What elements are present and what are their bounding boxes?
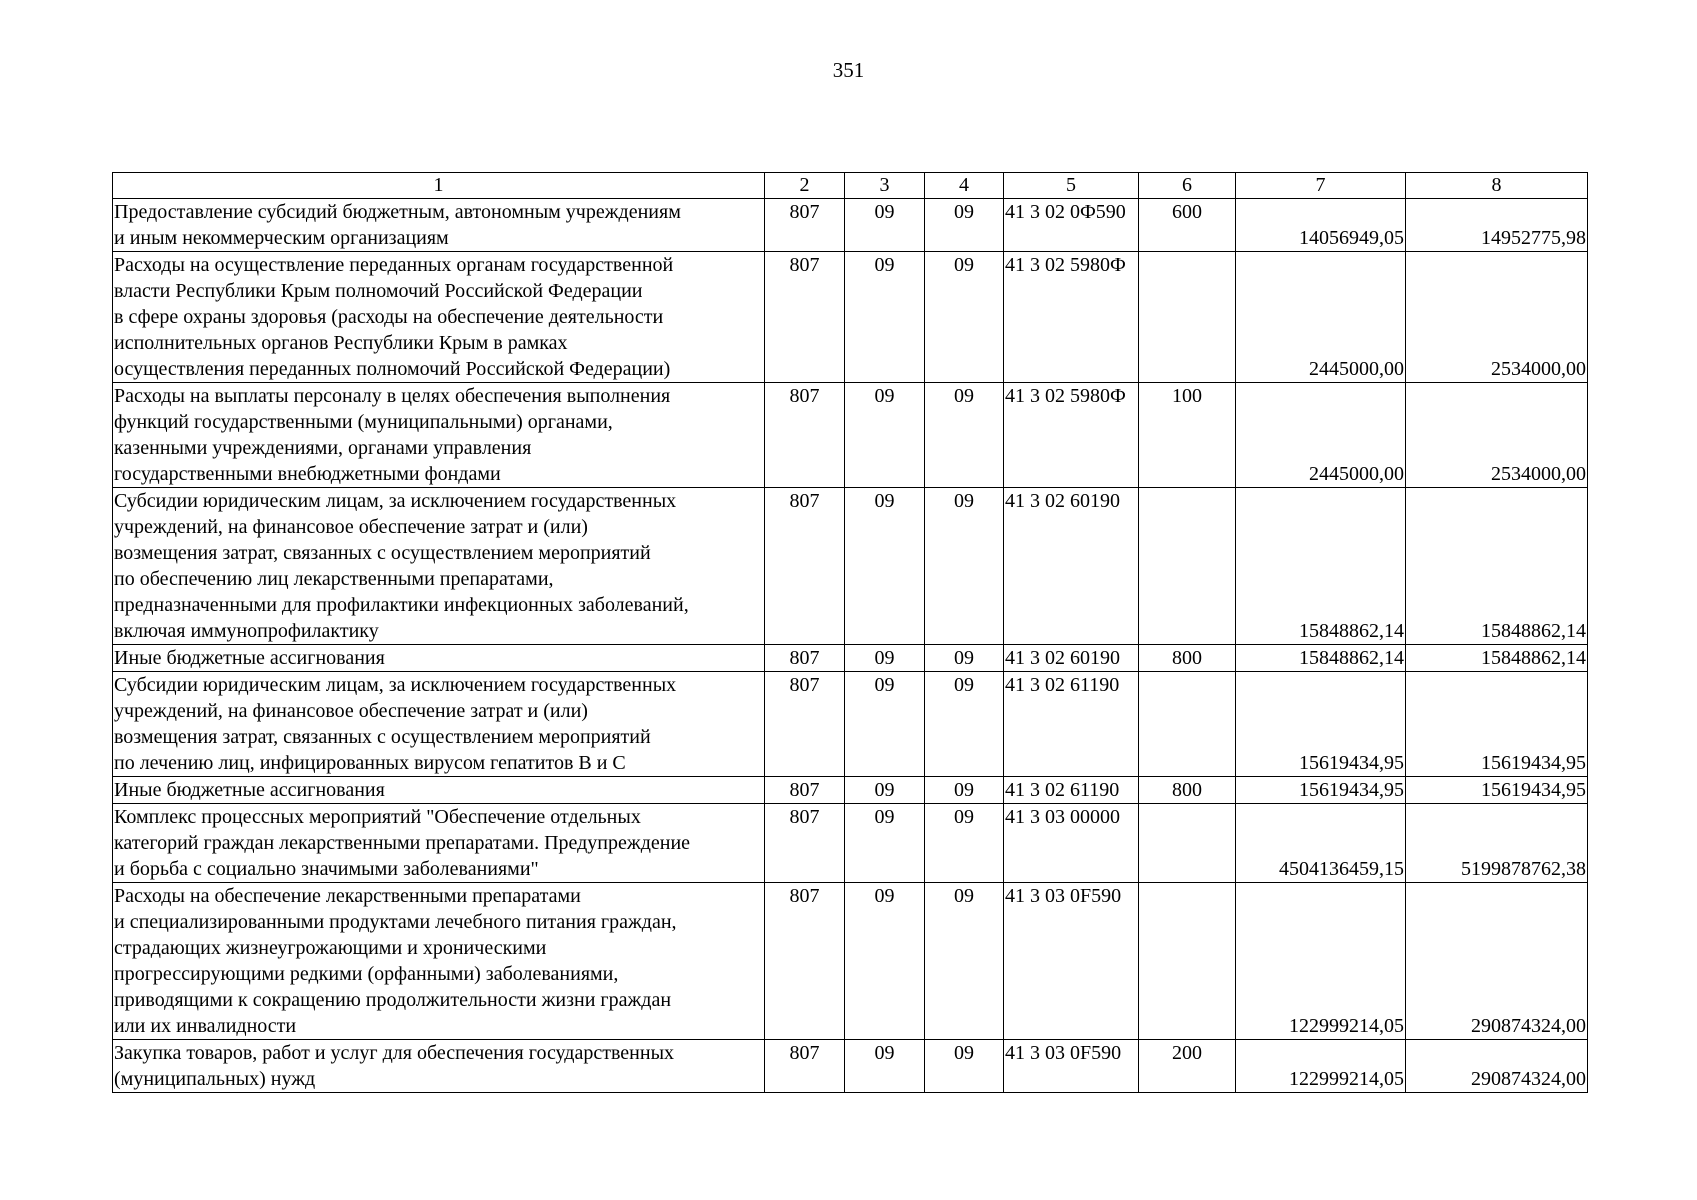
expense-name: Предоставление субсидий бюджетным, автономным учреждениям и иным некоммерческим организациям <box>113 199 765 252</box>
subsection-code: 09 <box>925 1040 1004 1093</box>
expense-type-code <box>1139 488 1236 645</box>
subsection-code: 09 <box>925 252 1004 383</box>
amount-col8: 15848862,14 <box>1406 645 1588 672</box>
expense-type-code <box>1139 883 1236 1040</box>
column-number: 6 <box>1139 173 1236 199</box>
target-article-code: 41 3 02 60190 <box>1004 645 1139 672</box>
page-number: 351 <box>832 58 865 82</box>
target-article-code: 41 3 02 61190 <box>1004 672 1139 777</box>
column-number: 7 <box>1236 173 1406 199</box>
column-number: 5 <box>1004 173 1139 199</box>
expense-type-code <box>1139 672 1236 777</box>
amount-col7: 2445000,00 <box>1236 252 1406 383</box>
grbs-code: 807 <box>765 488 845 645</box>
expense-name: Иные бюджетные ассигнования <box>113 777 765 804</box>
section-code: 09 <box>845 383 925 488</box>
section-code: 09 <box>845 645 925 672</box>
subsection-code: 09 <box>925 672 1004 777</box>
section-code: 09 <box>845 883 925 1040</box>
expense-type-code: 600 <box>1139 199 1236 252</box>
amount-col8: 15619434,95 <box>1406 672 1588 777</box>
amount-col8: 2534000,00 <box>1406 383 1588 488</box>
column-number: 2 <box>765 173 845 199</box>
expense-name: Комплекс процессных мероприятий "Обеспечение отдельных категорий граждан лекарственными препаратами. Предупреждение и борьба с социально значимыми заболеваниями" <box>113 804 765 883</box>
table-row <box>113 383 1588 488</box>
amount-col8: 15848862,14 <box>1406 488 1588 645</box>
column-number-row <box>113 173 1588 199</box>
expense-name: Субсидии юридическим лицам, за исключением государственных учреждений, на финансовое обеспечение затрат и (или) возмещения затрат, связанных с осуществлением мероприятий по лечению лиц, инфицированных вирусом гепатитов В и С <box>113 672 765 777</box>
subsection-code: 09 <box>925 488 1004 645</box>
amount-col7: 15619434,95 <box>1236 777 1406 804</box>
amount-col8: 14952775,98 <box>1406 199 1588 252</box>
column-number: 8 <box>1406 173 1588 199</box>
table-row <box>113 883 1588 1040</box>
table-row <box>113 672 1588 777</box>
target-article-code: 41 3 03 00000 <box>1004 804 1139 883</box>
expense-type-code: 800 <box>1139 777 1236 804</box>
table-row <box>113 804 1588 883</box>
expense-name: Иные бюджетные ассигнования <box>113 645 765 672</box>
grbs-code: 807 <box>765 252 845 383</box>
table-row <box>113 199 1588 252</box>
grbs-code: 807 <box>765 777 845 804</box>
amount-col8: 290874324,00 <box>1406 883 1588 1040</box>
subsection-code: 09 <box>925 383 1004 488</box>
section-code: 09 <box>845 672 925 777</box>
grbs-code: 807 <box>765 645 845 672</box>
section-code: 09 <box>845 804 925 883</box>
section-code: 09 <box>845 199 925 252</box>
target-article-code: 41 3 02 61190 <box>1004 777 1139 804</box>
section-code: 09 <box>845 488 925 645</box>
table-row <box>113 1040 1588 1093</box>
expense-type-code <box>1139 252 1236 383</box>
target-article-code: 41 3 02 5980Ф <box>1004 252 1139 383</box>
subsection-code: 09 <box>925 883 1004 1040</box>
expense-type-code: 100 <box>1139 383 1236 488</box>
amount-col7: 122999214,05 <box>1236 1040 1406 1093</box>
amount-col8: 2534000,00 <box>1406 252 1588 383</box>
section-code: 09 <box>845 252 925 383</box>
column-number: 4 <box>925 173 1004 199</box>
grbs-code: 807 <box>765 672 845 777</box>
section-code: 09 <box>845 777 925 804</box>
subsection-code: 09 <box>925 777 1004 804</box>
grbs-code: 807 <box>765 883 845 1040</box>
amount-col8: 15619434,95 <box>1406 777 1588 804</box>
amount-col7: 15619434,95 <box>1236 672 1406 777</box>
expense-type-code: 200 <box>1139 1040 1236 1093</box>
budget-table <box>112 172 1588 1093</box>
grbs-code: 807 <box>765 199 845 252</box>
table-row <box>113 252 1588 383</box>
expense-name: Закупка товаров, работ и услуг для обеспечения государственных (муниципальных) нужд <box>113 1040 765 1093</box>
amount-col7: 15848862,14 <box>1236 645 1406 672</box>
target-article-code: 41 3 02 5980Ф <box>1004 383 1139 488</box>
expense-name: Расходы на обеспечение лекарственными препаратами и специализированными продуктами лечебного питания граждан, страдающих жизнеугрожающими и хроническими прогрессирующими редкими (орфанными) заболеваниями, приводящими к сокращению продолжительности жизни граждан или их инвалидности <box>113 883 765 1040</box>
amount-col8: 5199878762,38 <box>1406 804 1588 883</box>
amount-col7: 4504136459,15 <box>1236 804 1406 883</box>
grbs-code: 807 <box>765 383 845 488</box>
target-article-code: 41 3 02 60190 <box>1004 488 1139 645</box>
amount-col7: 122999214,05 <box>1236 883 1406 1040</box>
column-number: 1 <box>113 173 765 199</box>
target-article-code: 41 3 03 0F590 <box>1004 883 1139 1040</box>
amount-col8: 290874324,00 <box>1406 1040 1588 1093</box>
subsection-code: 09 <box>925 199 1004 252</box>
grbs-code: 807 <box>765 1040 845 1093</box>
expense-name: Расходы на выплаты персоналу в целях обеспечения выполнения функций государственными (муниципальными) органами, казенными учреждениями, органами управления государственными внебюджетными фондами <box>113 383 765 488</box>
expense-name: Субсидии юридическим лицам, за исключением государственных учреждений, на финансовое обеспечение затрат и (или) возмещения затрат, связанных с осуществлением мероприятий по обеспечению лиц лекарственными препаратами, предназначенными для профилактики инфекционных заболеваний, включая иммунопрофилактику <box>113 488 765 645</box>
subsection-code: 09 <box>925 645 1004 672</box>
subsection-code: 09 <box>925 804 1004 883</box>
expense-type-code: 800 <box>1139 645 1236 672</box>
expense-type-code <box>1139 804 1236 883</box>
table-row <box>113 777 1588 804</box>
column-number: 3 <box>845 173 925 199</box>
grbs-code: 807 <box>765 804 845 883</box>
amount-col7: 15848862,14 <box>1236 488 1406 645</box>
target-article-code: 41 3 03 0F590 <box>1004 1040 1139 1093</box>
expense-name: Расходы на осуществление переданных органам государственной власти Республики Крым полномочий Российской Федерации в сфере охраны здоровья (расходы на обеспечение деятельности исполнительных органов Республики Крым в рамках осуществления переданных полномочий Российской Федерации) <box>113 252 765 383</box>
table-row <box>113 488 1588 645</box>
section-code: 09 <box>845 1040 925 1093</box>
target-article-code: 41 3 02 0Ф590 <box>1004 199 1139 252</box>
amount-col7: 2445000,00 <box>1236 383 1406 488</box>
table-row <box>113 645 1588 672</box>
amount-col7: 14056949,05 <box>1236 199 1406 252</box>
